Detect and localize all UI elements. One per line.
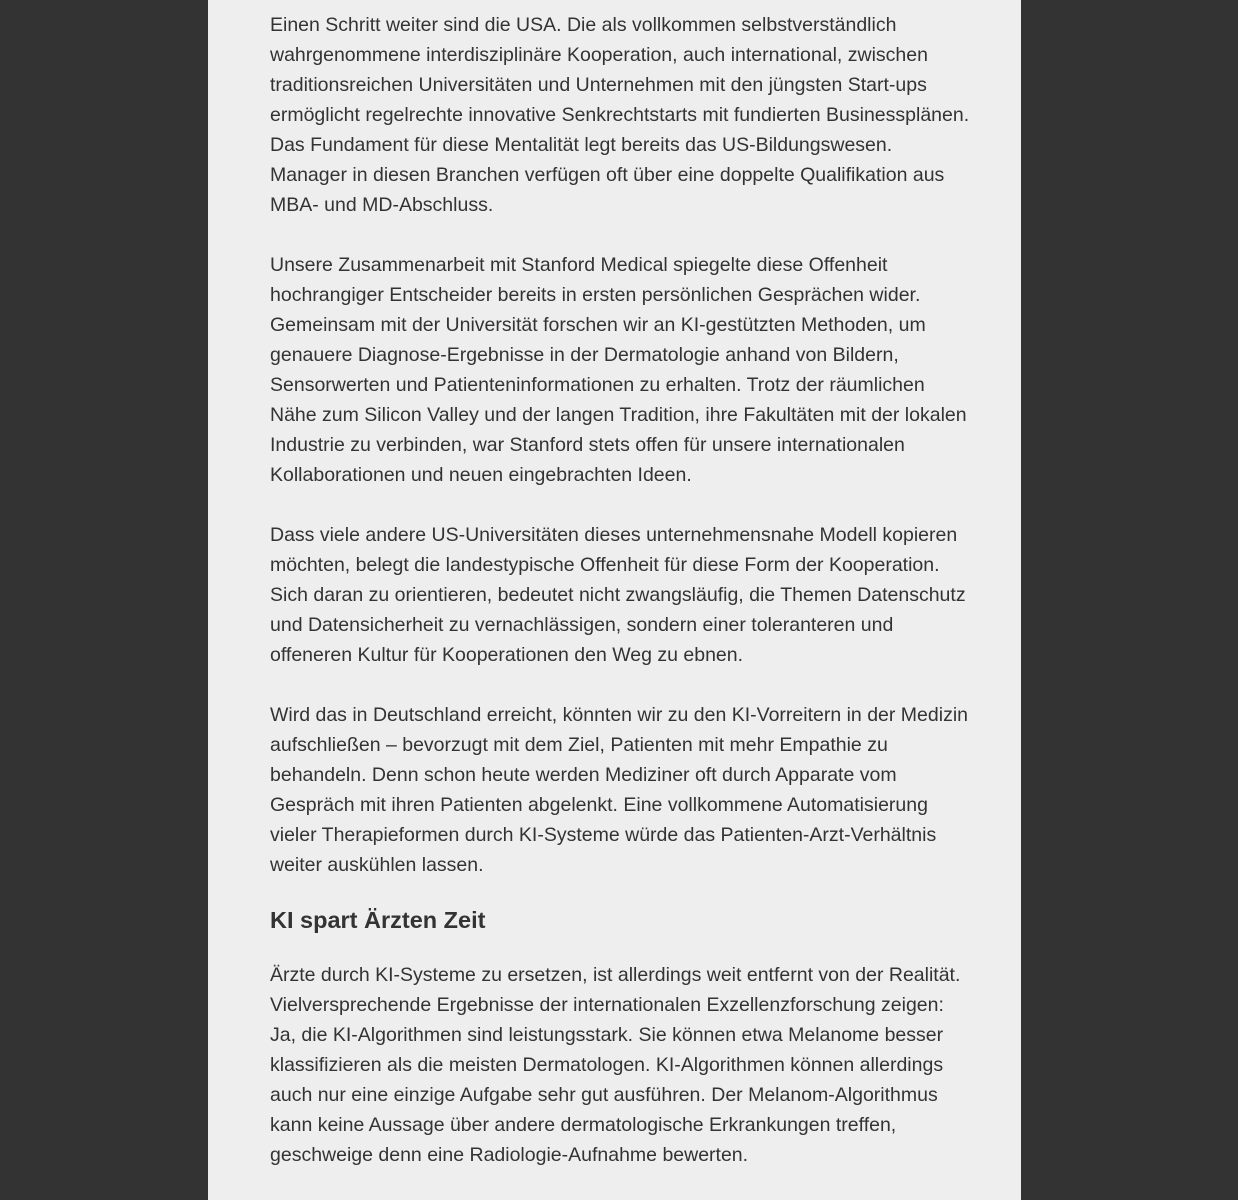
article-paragraph-1: Einen Schritt weiter sind die USA. Die als vollkommen selbstverständlich wahrgenommene interdisziplinäre Kooperation, auch international, zwischen traditionsreichen Universitäten und Unternehmen mit den jüngsten Start-ups ermöglicht regelrechte innovative Senkrechtstarts mit fundierten Businessplänen. Das Fundament für diese Mentalität legt bereits das US-Bildungswesen. Manager in diesen Branchen verfügen oft über eine doppelte Qualifikation aus MBA- und MD-Abschluss. (270, 14, 970, 216)
article-paragraph-5: Ärzte durch KI-Systeme zu ersetzen, ist allerdings weit entfernt von der Realität. Vielversprechende Ergebnisse der internationalen Exzellenzforschung zeigen: Ja, die KI-Algorithmen sind leistungsstark. Sie können etwa Melanome besser klassifizieren als die meisten Dermatologen. KI-Algorithmen können allerdings auch nur eine einzige Aufgabe sehr gut ausführen. Der Melanom-Algorithmus kann keine Aussage über andere dermatologische Erkrankungen treffen, geschweige denn eine Radiologie-Aufnahme bewerten. (270, 964, 961, 1166)
article-paragraph-2: Unsere Zusammenarbeit mit Stanford Medical spiegelte diese Offenheit hochrangiger Entscheider bereits in ersten persönlichen Gesprächen wider. Gemeinsam mit der Universität forschen wir an KI-gestützten Methoden, um genauere Diagnose-Ergebnisse in der Dermatologie anhand von Bildern, Sensorwerten und Patienteninformationen zu erhalten. Trotz der räumlichen Nähe zum Silicon Valley und der langen Tradition, ihre Fakultäten mit der lokalen Industrie zu verbinden, war Stanford stets offen für unsere internationalen Kollaborationen und neuen eingebrachten Ideen. (270, 254, 967, 486)
article-paragraph-4: Wird das in Deutschland erreicht, könnten wir zu den KI-Vorreitern in der Medizin aufschließen – bevorzugt mit dem Ziel, Patienten mit mehr Empathie zu behandeln. Denn schon heute werden Mediziner oft durch Apparate vom Gespräch mit ihren Patienten abgelenkt. Eine vollkommene Automatisierung vieler Therapieformen durch KI-Systeme würde das Patienten-Arzt-Verhältnis weiter auskühlen lassen. (270, 704, 968, 876)
article-body (270, 10, 970, 1200)
article-page (208, 0, 1021, 1200)
article-paragraph-3: Dass viele andere US-Universitäten dieses unternehmensnahe Modell kopieren möchten, belegt die landestypische Offenheit für diese Form der Kooperation. Sich daran zu orientieren, bedeutet nicht zwangsläufig, die Themen Datenschutz und Datensicherheit zu vernachlässigen, sondern einer toleranteren und offeneren Kultur für Kooperationen den Weg zu ebnen. (270, 524, 966, 666)
section-heading: KI spart Ärzten Zeit (270, 907, 486, 933)
